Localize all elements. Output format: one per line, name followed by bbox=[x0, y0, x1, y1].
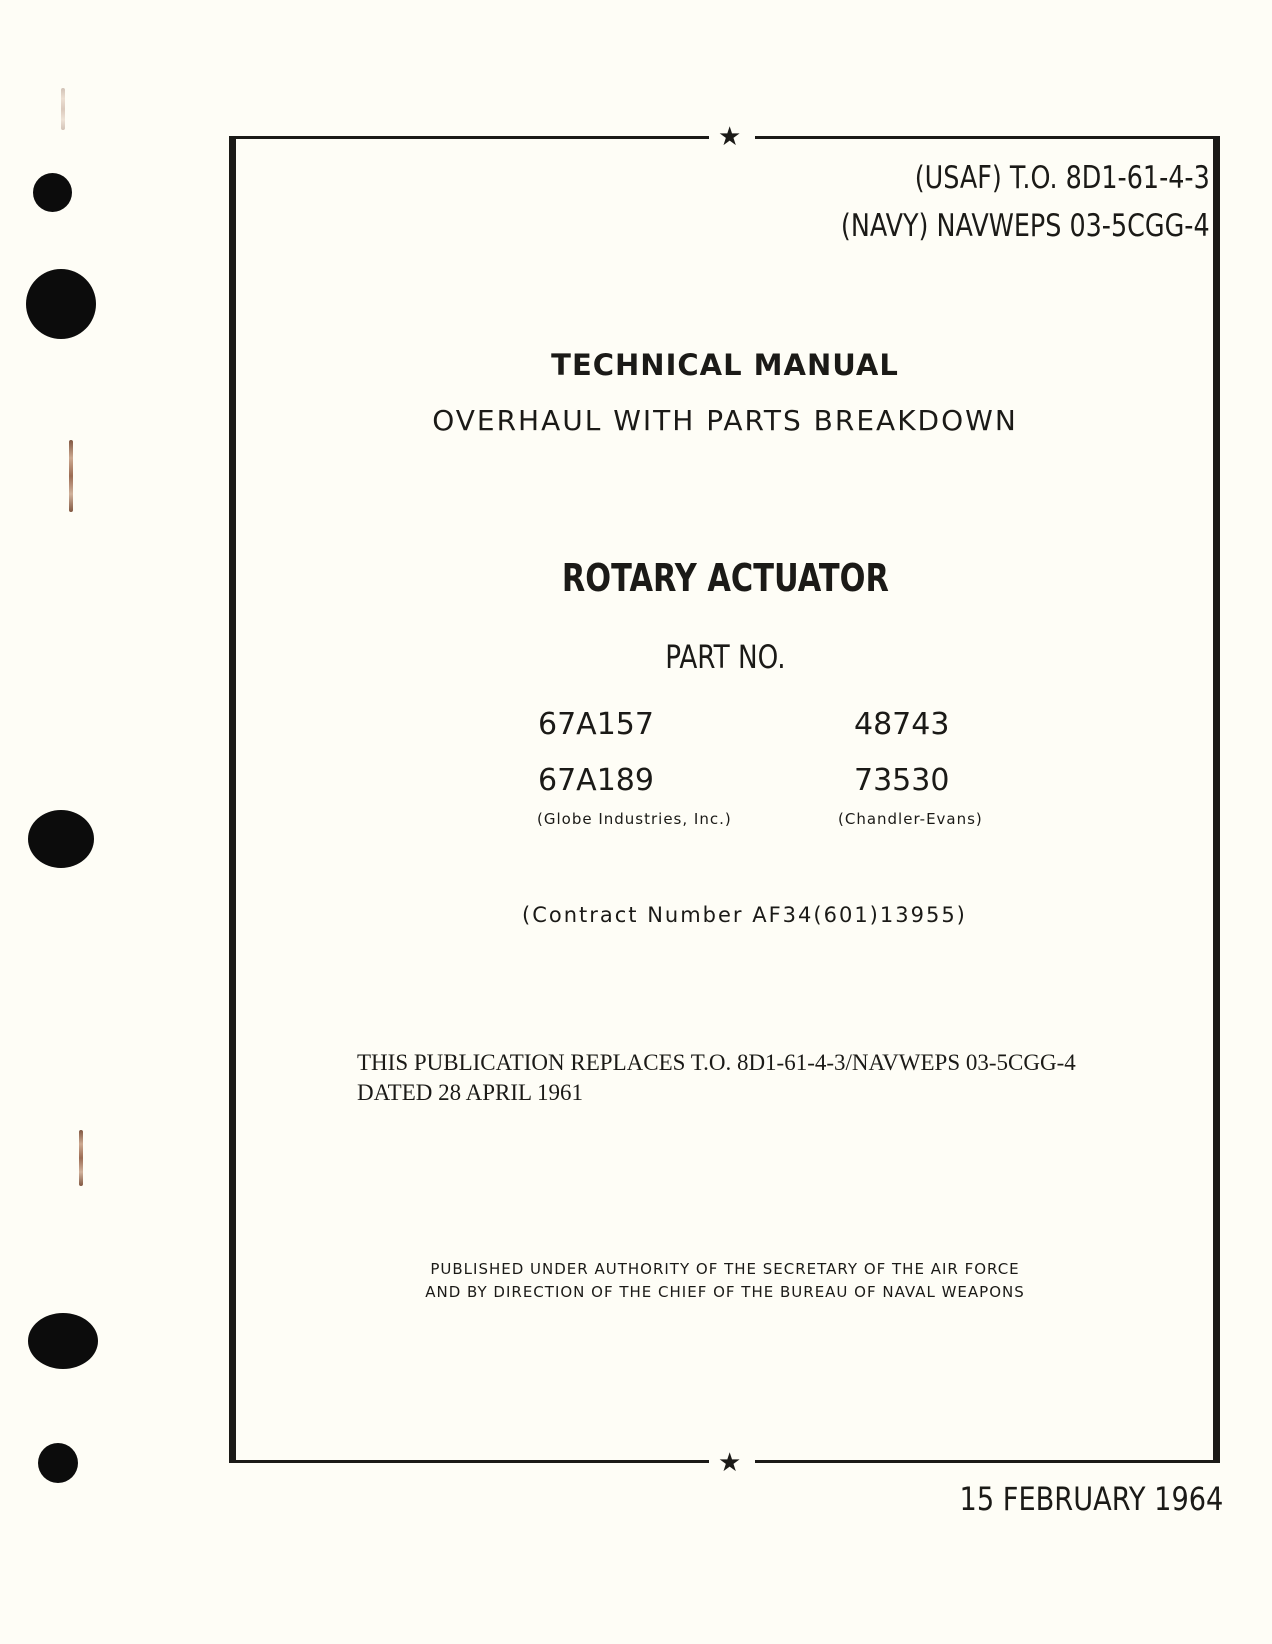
document-subtitle: OVERHAUL WITH PARTS BREAKDOWN bbox=[432, 404, 1018, 437]
navy-navweps-number: (NAVY) NAVWEPS 03-5CGG-4 bbox=[841, 208, 1210, 244]
part-no-label-wrap bbox=[230, 638, 1220, 676]
item-name-text: ROTARY ACTUATOR bbox=[561, 556, 889, 600]
frame-top-border-left bbox=[229, 136, 709, 139]
paper-stain bbox=[61, 88, 65, 130]
binder-hole-1 bbox=[33, 173, 72, 212]
star-ornament-top: ★ bbox=[718, 122, 742, 152]
paper-stain bbox=[79, 1130, 83, 1186]
frame-top-border-right bbox=[755, 136, 1220, 139]
replaces-notice-line2: DATED 28 APRIL 1961 bbox=[357, 1080, 583, 1105]
document-title: TECHNICAL MANUAL bbox=[551, 348, 899, 382]
binder-hole-4 bbox=[28, 1313, 98, 1369]
part-no-label: PART NO. bbox=[664, 638, 786, 676]
item-name bbox=[230, 556, 1220, 600]
contract-number: (Contract Number AF34(601)13955) bbox=[522, 903, 967, 927]
star-ornament-bottom: ★ bbox=[718, 1448, 742, 1478]
paper-stain bbox=[69, 440, 73, 512]
frame-bottom-border-left bbox=[229, 1460, 709, 1463]
publication-date: 15 FEBRUARY 1964 bbox=[959, 1480, 1223, 1518]
part-number: 73530 bbox=[854, 763, 950, 798]
manufacturer-label: (Globe Industries, Inc.) bbox=[537, 810, 732, 828]
usaf-to-number: (USAF) T.O. 8D1-61-4-3 bbox=[914, 160, 1210, 196]
binder-hole-5 bbox=[38, 1443, 78, 1483]
manufacturer-label: (Chandler-Evans) bbox=[838, 810, 983, 828]
frame-bottom-border-right bbox=[755, 1460, 1220, 1463]
part-number: 67A157 bbox=[538, 707, 654, 742]
part-number: 67A189 bbox=[538, 763, 654, 798]
binder-hole-3 bbox=[28, 810, 94, 868]
binder-hole-2 bbox=[26, 269, 96, 339]
authority-line1: PUBLISHED UNDER AUTHORITY OF THE SECRETARY OF THE AIR FORCE bbox=[430, 1260, 1020, 1278]
publication-date-wrap bbox=[913, 1480, 1223, 1518]
replaces-notice-line1: THIS PUBLICATION REPLACES T.O. 8D1-61-4-3/NAVWEPS 03-5CGG-4 bbox=[357, 1050, 1076, 1075]
authority-line2: AND BY DIRECTION OF THE CHIEF OF THE BUREAU OF NAVAL WEAPONS bbox=[425, 1283, 1025, 1301]
part-number: 48743 bbox=[854, 707, 950, 742]
